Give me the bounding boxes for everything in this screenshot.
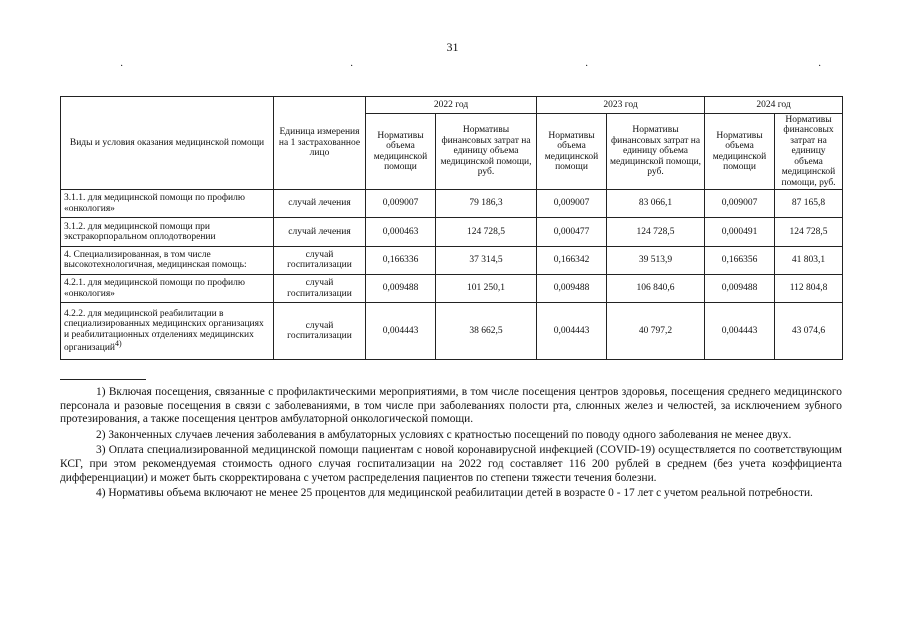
cell-volume-2023: 0,004443 <box>537 303 607 360</box>
cell-cost-2023: 124 728,5 <box>607 218 705 246</box>
cell-cost-2023: 40 797,2 <box>607 303 705 360</box>
cell-volume-2023: 0,009007 <box>537 190 607 218</box>
footnote-ref: 4) <box>115 338 122 348</box>
scan-dot: · <box>120 61 124 72</box>
cell-cost-2023: 39 513,9 <box>607 246 705 274</box>
header-year-2023: 2023 год <box>537 97 705 114</box>
cell-volume-2024: 0,009007 <box>705 190 775 218</box>
header-cost-norm-2022: Нормативы финансовых затрат на единицу объема медицинской помощи, руб. <box>436 114 537 190</box>
row-unit: случай госпитализации <box>274 246 366 274</box>
row-label-cell <box>61 303 274 360</box>
footnotes <box>60 386 842 503</box>
cell-volume-2022: 0,000463 <box>366 218 436 246</box>
table-row <box>61 274 843 302</box>
cell-cost-2023: 83 066,1 <box>607 190 705 218</box>
cell-cost-2023: 106 840,6 <box>607 274 705 302</box>
scan-dot: · <box>818 61 822 72</box>
footnote-1: 1) Включая посещения, связанные с профилактическими мероприятиями, в том числе посещения центров здоровья, посещения среднего медицинского персонала и разовые посещения в связи с заболеваниями, в том числе при заболеваниях полости рта, слюнных желез и челюстей, за исключением зубного протезирования, а также посещения центров амбулаторной онкологической помощи. <box>60 386 842 426</box>
header-cost-norm-2024: Нормативы финансовых затрат на единицу объема медицинской помощи, руб. <box>775 114 843 190</box>
header-service-type: Виды и условия оказания медицинской помощи <box>61 97 274 190</box>
cell-volume-2024: 0,000491 <box>705 218 775 246</box>
scan-dot: · <box>585 61 589 72</box>
header-unit: Единица измерения на 1 застрахованное лицо <box>274 97 366 190</box>
cell-cost-2022: 124 728,5 <box>436 218 537 246</box>
cell-volume-2022: 0,166336 <box>366 246 436 274</box>
header-year-2022: 2022 год <box>366 97 537 114</box>
header-volume-norm-2022: Нормативы объема медицинской помощи <box>366 114 436 190</box>
cell-cost-2024: 112 804,8 <box>775 274 843 302</box>
footnote-3: 3) Оплата специализированной медицинской помощи пациентам с новой коронавирусной инфекцией (COVID-19) осуществляется по соответствующим КСГ, при этом рекомендуемая стоимость одного случая госпитализации на 2022 год составляет 116 200 рублей в среднем (без учета коэффициента дифференциации) и может быть скорректирована с учетом распределения пациентов по степени тяжести течения болезни. <box>60 444 842 484</box>
cell-volume-2024: 0,004443 <box>705 303 775 360</box>
cell-volume-2022: 0,009007 <box>366 190 436 218</box>
cell-cost-2022: 37 314,5 <box>436 246 537 274</box>
table-row <box>61 246 843 274</box>
table-row <box>61 218 843 246</box>
table-row <box>61 190 843 218</box>
cell-volume-2024: 0,009488 <box>705 274 775 302</box>
row-label: 4. Специализированная, в том числе высокотехнологичная, медицинская помощь: <box>61 246 274 274</box>
table-header-row <box>61 97 843 114</box>
footnote-2: 2) Законченных случаев лечения заболевания в амбулаторных условиях с кратностью посещений по поводу одного заболевания не менее двух. <box>96 428 792 441</box>
cell-cost-2022: 79 186,3 <box>436 190 537 218</box>
row-unit: случай госпитализации <box>274 274 366 302</box>
header-cost-norm-2023: Нормативы финансовых затрат на единицу объема медицинской помощи, руб. <box>607 114 705 190</box>
footnote-separator <box>60 379 146 380</box>
row-unit: случай лечения <box>274 218 366 246</box>
norms-table <box>60 96 843 360</box>
footnote-4: 4) Нормативы объема включают не менее 25 процентов для медицинской реабилитации детей в возрасте 0 - 17 лет с учетом реальной потребности. <box>96 487 813 500</box>
cell-volume-2024: 0,166356 <box>705 246 775 274</box>
cell-volume-2022: 0,009488 <box>366 274 436 302</box>
header-volume-norm-2024: Нормативы объема медицинской помощи <box>705 114 775 190</box>
cell-volume-2022: 0,004443 <box>366 303 436 360</box>
row-label: 4.2.2. для медицинской реабилитации в специализированных медицинских организациях и реабилитационных отделениях медицинских организаций <box>64 308 264 354</box>
cell-cost-2024: 43 074,6 <box>775 303 843 360</box>
row-label: 3.1.2. для медицинской помощи при экстракорпоральном оплодотворении <box>61 218 274 246</box>
cell-volume-2023: 0,009488 <box>537 274 607 302</box>
cell-cost-2024: 41 803,1 <box>775 246 843 274</box>
page-number: 31 <box>446 40 459 54</box>
row-unit: случай госпитализации <box>274 303 366 360</box>
cell-volume-2023: 0,000477 <box>537 218 607 246</box>
row-unit: случай лечения <box>274 190 366 218</box>
scan-dot: · <box>350 61 354 72</box>
cell-cost-2024: 124 728,5 <box>775 218 843 246</box>
cell-cost-2022: 38 662,5 <box>436 303 537 360</box>
header-volume-norm-2023: Нормативы объема медицинской помощи <box>537 114 607 190</box>
row-label: 3.1.1. для медицинской помощи по профилю «онкология» <box>61 190 274 218</box>
cell-cost-2022: 101 250,1 <box>436 274 537 302</box>
cell-cost-2024: 87 165,8 <box>775 190 843 218</box>
cell-volume-2023: 0,166342 <box>537 246 607 274</box>
table-row <box>61 303 843 360</box>
header-year-2024: 2024 год <box>705 97 843 114</box>
row-label: 4.2.1. для медицинской помощи по профилю «онкология» <box>61 274 274 302</box>
